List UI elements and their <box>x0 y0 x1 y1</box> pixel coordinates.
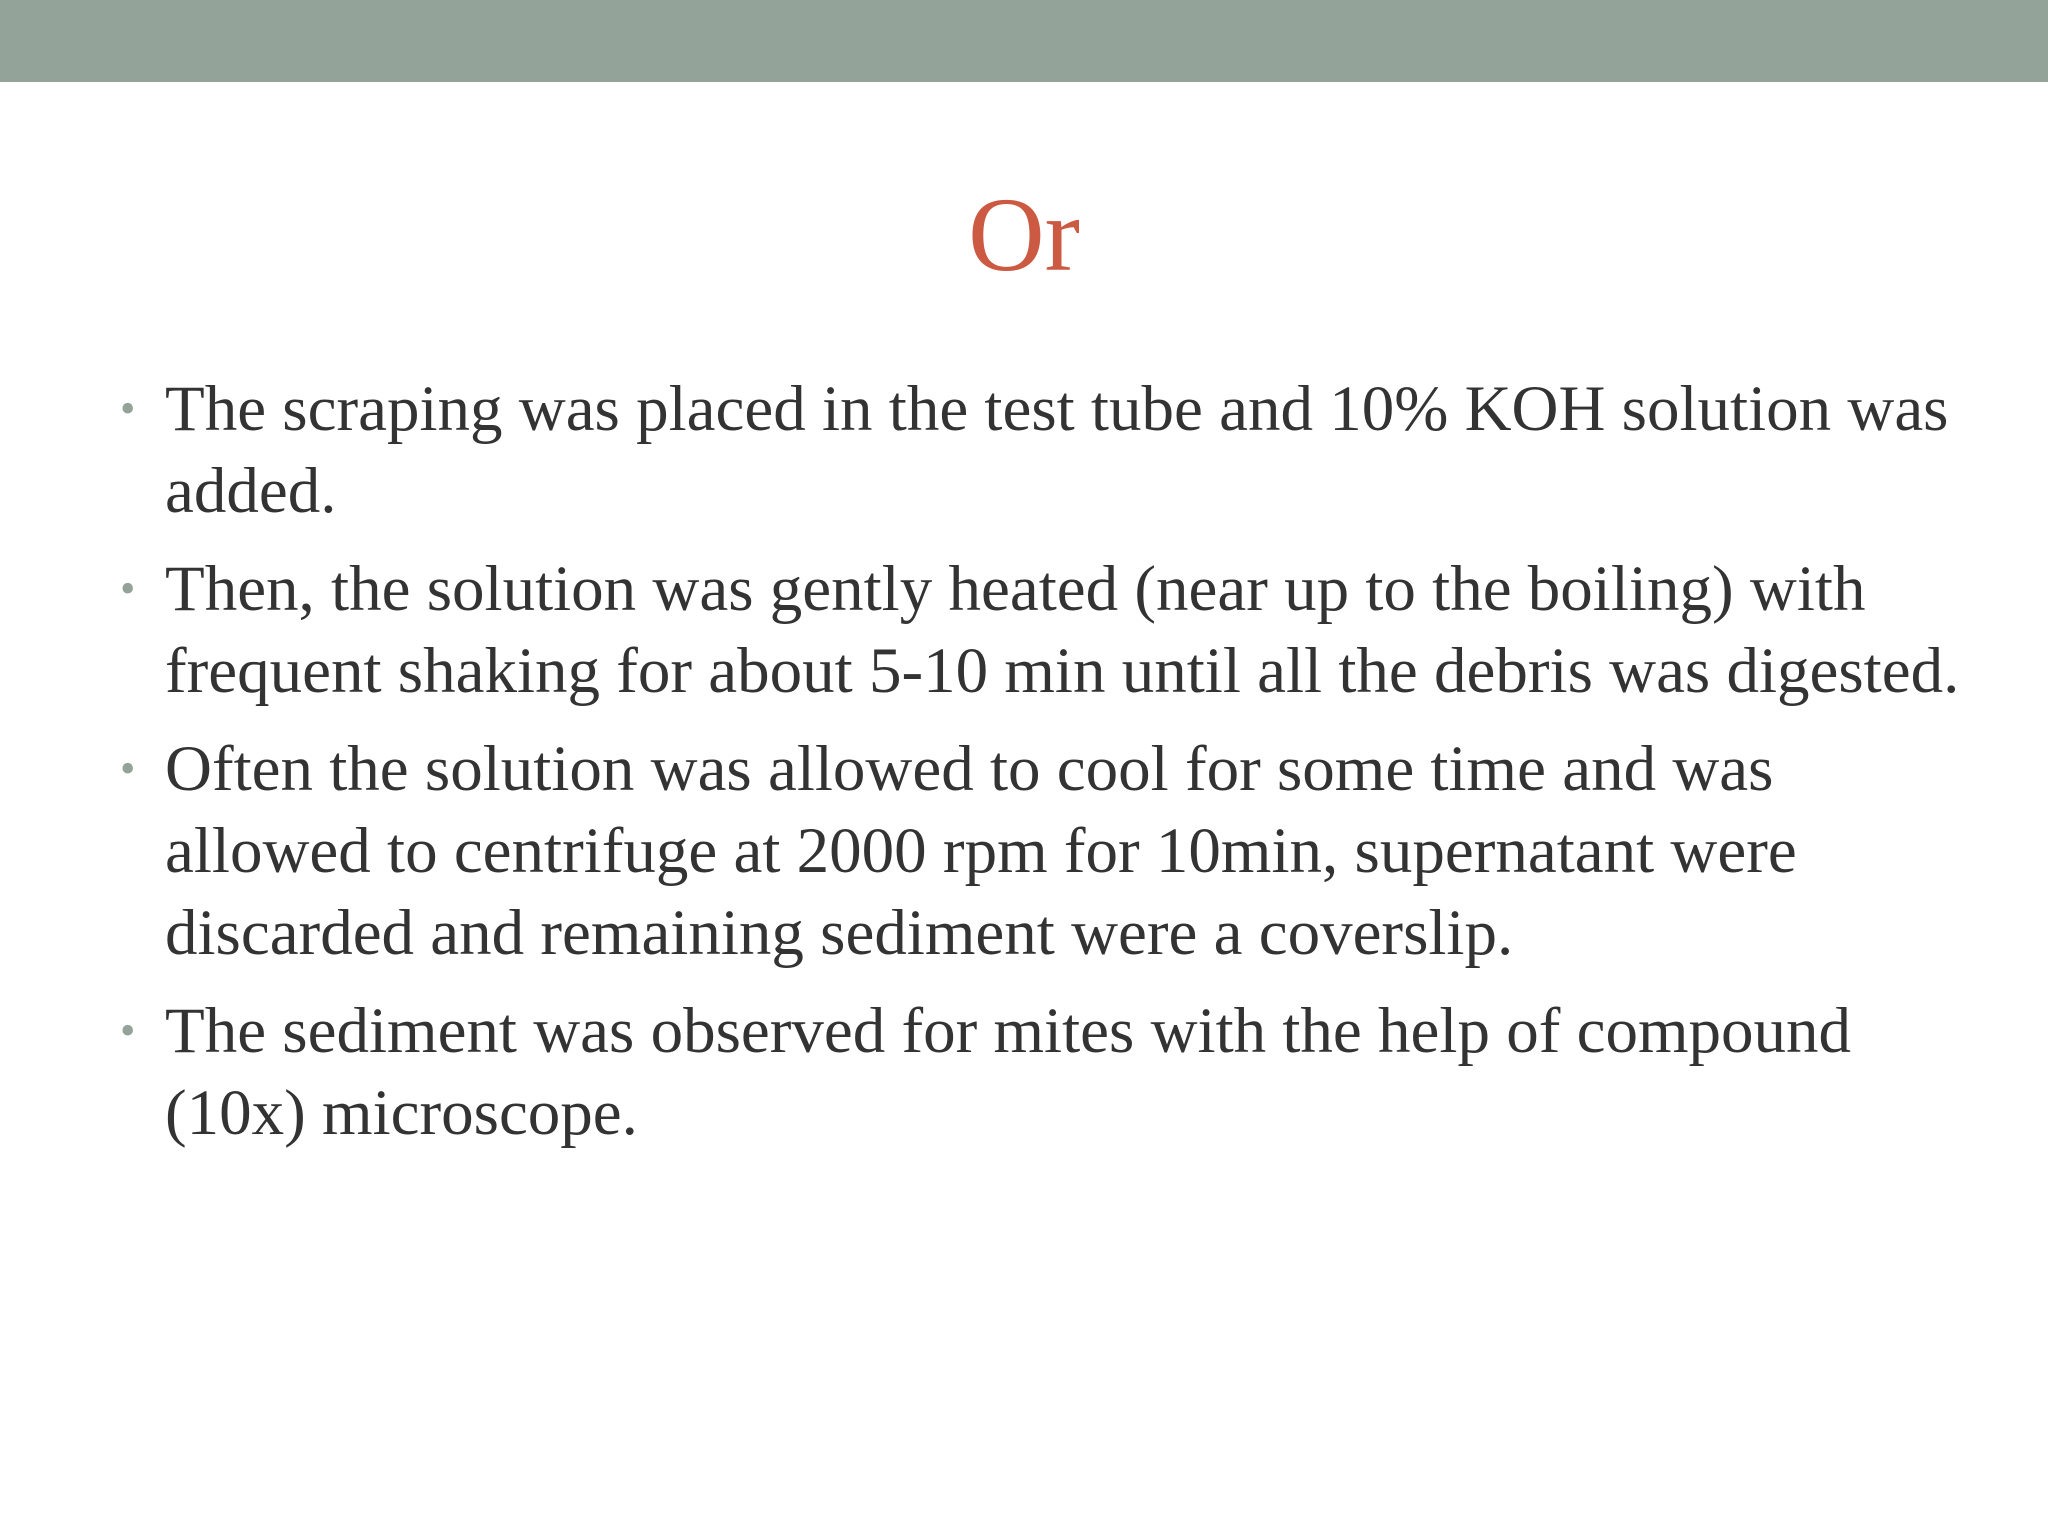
top-accent-bar <box>0 0 2048 82</box>
bullet-dot-icon: • <box>120 384 136 433</box>
bullet-text: Often the solution was allowed to cool for some time and was allowed to centrifuge at 2000 rpm for 10min, supernatant were discarded and remaining sediment were a coverslip. <box>165 733 1797 969</box>
bullet-item <box>120 728 1960 974</box>
bullet-item <box>120 990 1960 1154</box>
bullet-list <box>120 368 1960 1170</box>
bullet-dot-icon: • <box>120 1006 136 1055</box>
bullet-item <box>120 548 1960 712</box>
bullet-item <box>120 368 1960 532</box>
slide-title: Or <box>968 176 1080 293</box>
bullet-text: The sediment was observed for mites with the help of compound (10x) microscope. <box>165 995 1852 1149</box>
bullet-text: Then, the solution was gently heated (near up to the boiling) with frequent shaking for about 5-10 min until all the debris was digested. <box>165 553 1960 707</box>
bullet-text: The scraping was placed in the test tube and 10% KOH solution was added. <box>165 373 1949 527</box>
bullet-dot-icon: • <box>120 744 136 793</box>
bullet-dot-icon: • <box>120 564 136 613</box>
